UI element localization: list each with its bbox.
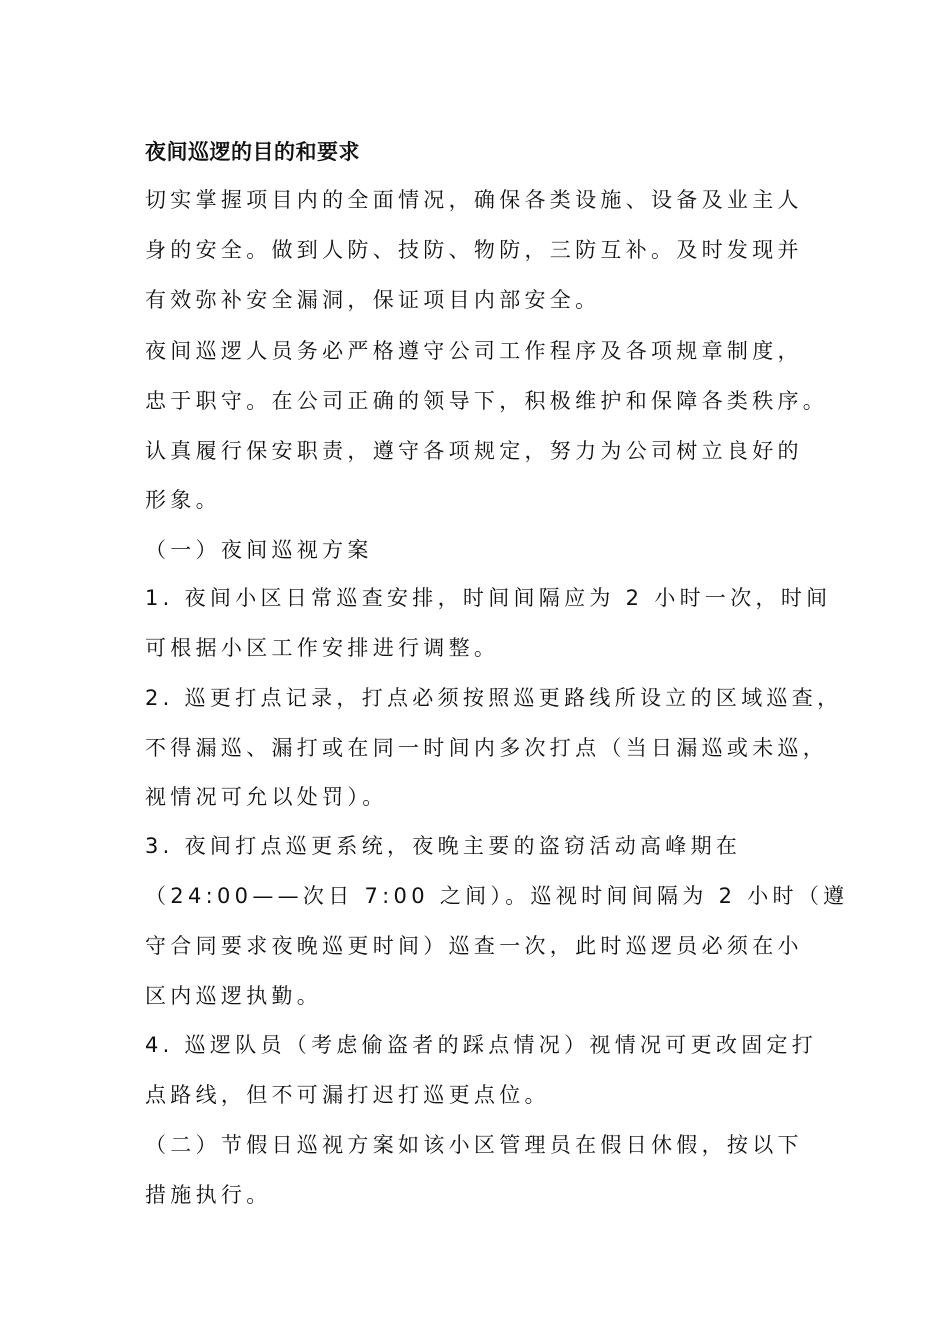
list-item-line: 可根据小区工作安排进行调整。 <box>145 636 500 660</box>
paragraph-line: 措施执行。 <box>145 1183 272 1207</box>
paragraph-line: 切实掌握项目内的全面情况，确保各类设施、设备及业主人 <box>145 188 803 212</box>
list-item-line: 不得漏巡、漏打或在同一时间内多次打点（当日漏巡或未巡， <box>145 736 829 760</box>
section-heading: （一）夜间巡视方案 <box>145 538 373 562</box>
list-item-line: 区内巡逻执勤。 <box>145 984 323 1008</box>
paragraph-line: 夜间巡逻人员务必严格遵守公司工作程序及各项规章制度， <box>145 339 803 363</box>
list-item-line: 3. 夜间打点巡更系统，夜晚主要的盗窃活动高峰期在 <box>145 834 742 858</box>
list-item-line: 守合同要求夜晚巡更时间）巡查一次，此时巡逻员必须在小 <box>145 934 803 958</box>
document-title: 夜间巡逻的目的和要求 <box>145 140 360 164</box>
paragraph-line: 认真履行保安职责，遵守各项规定，努力为公司树立良好的 <box>145 439 803 463</box>
paragraph-line: 形象。 <box>145 488 221 512</box>
list-item-line: 点路线，但不可漏打迟打巡更点位。 <box>145 1083 550 1107</box>
list-item-line: 4. 巡逻队员（考虑偷盗者的踩点情况）视情况可更改固定打 <box>145 1033 818 1057</box>
paragraph-line: 身的安全。做到人防、技防、物防，三防互补。及时发现并 <box>145 238 803 262</box>
list-item-line: （24:00——次日 7:00 之间）。巡视时间间隔为 2 小时（遵 <box>145 884 849 908</box>
list-item-line: 1. 夜间小区日常巡查安排，时间间隔应为 2 小时一次，时间 <box>145 586 832 610</box>
paragraph-line: 有效弥补安全漏洞，保证项目内部安全。 <box>145 288 601 312</box>
list-item-line: 2. 巡更打点记录，打点必须按照巡更路线所设立的区域巡查， <box>145 686 843 710</box>
list-item-line: 视情况可允以处罚）。 <box>145 785 388 809</box>
section-heading: （二）节假日巡视方案如该小区管理员在假日休假，按以下 <box>145 1133 803 1157</box>
paragraph-line: 忠于职守。在公司正确的领导下，积极维护和保障各类秩序。 <box>145 389 829 413</box>
